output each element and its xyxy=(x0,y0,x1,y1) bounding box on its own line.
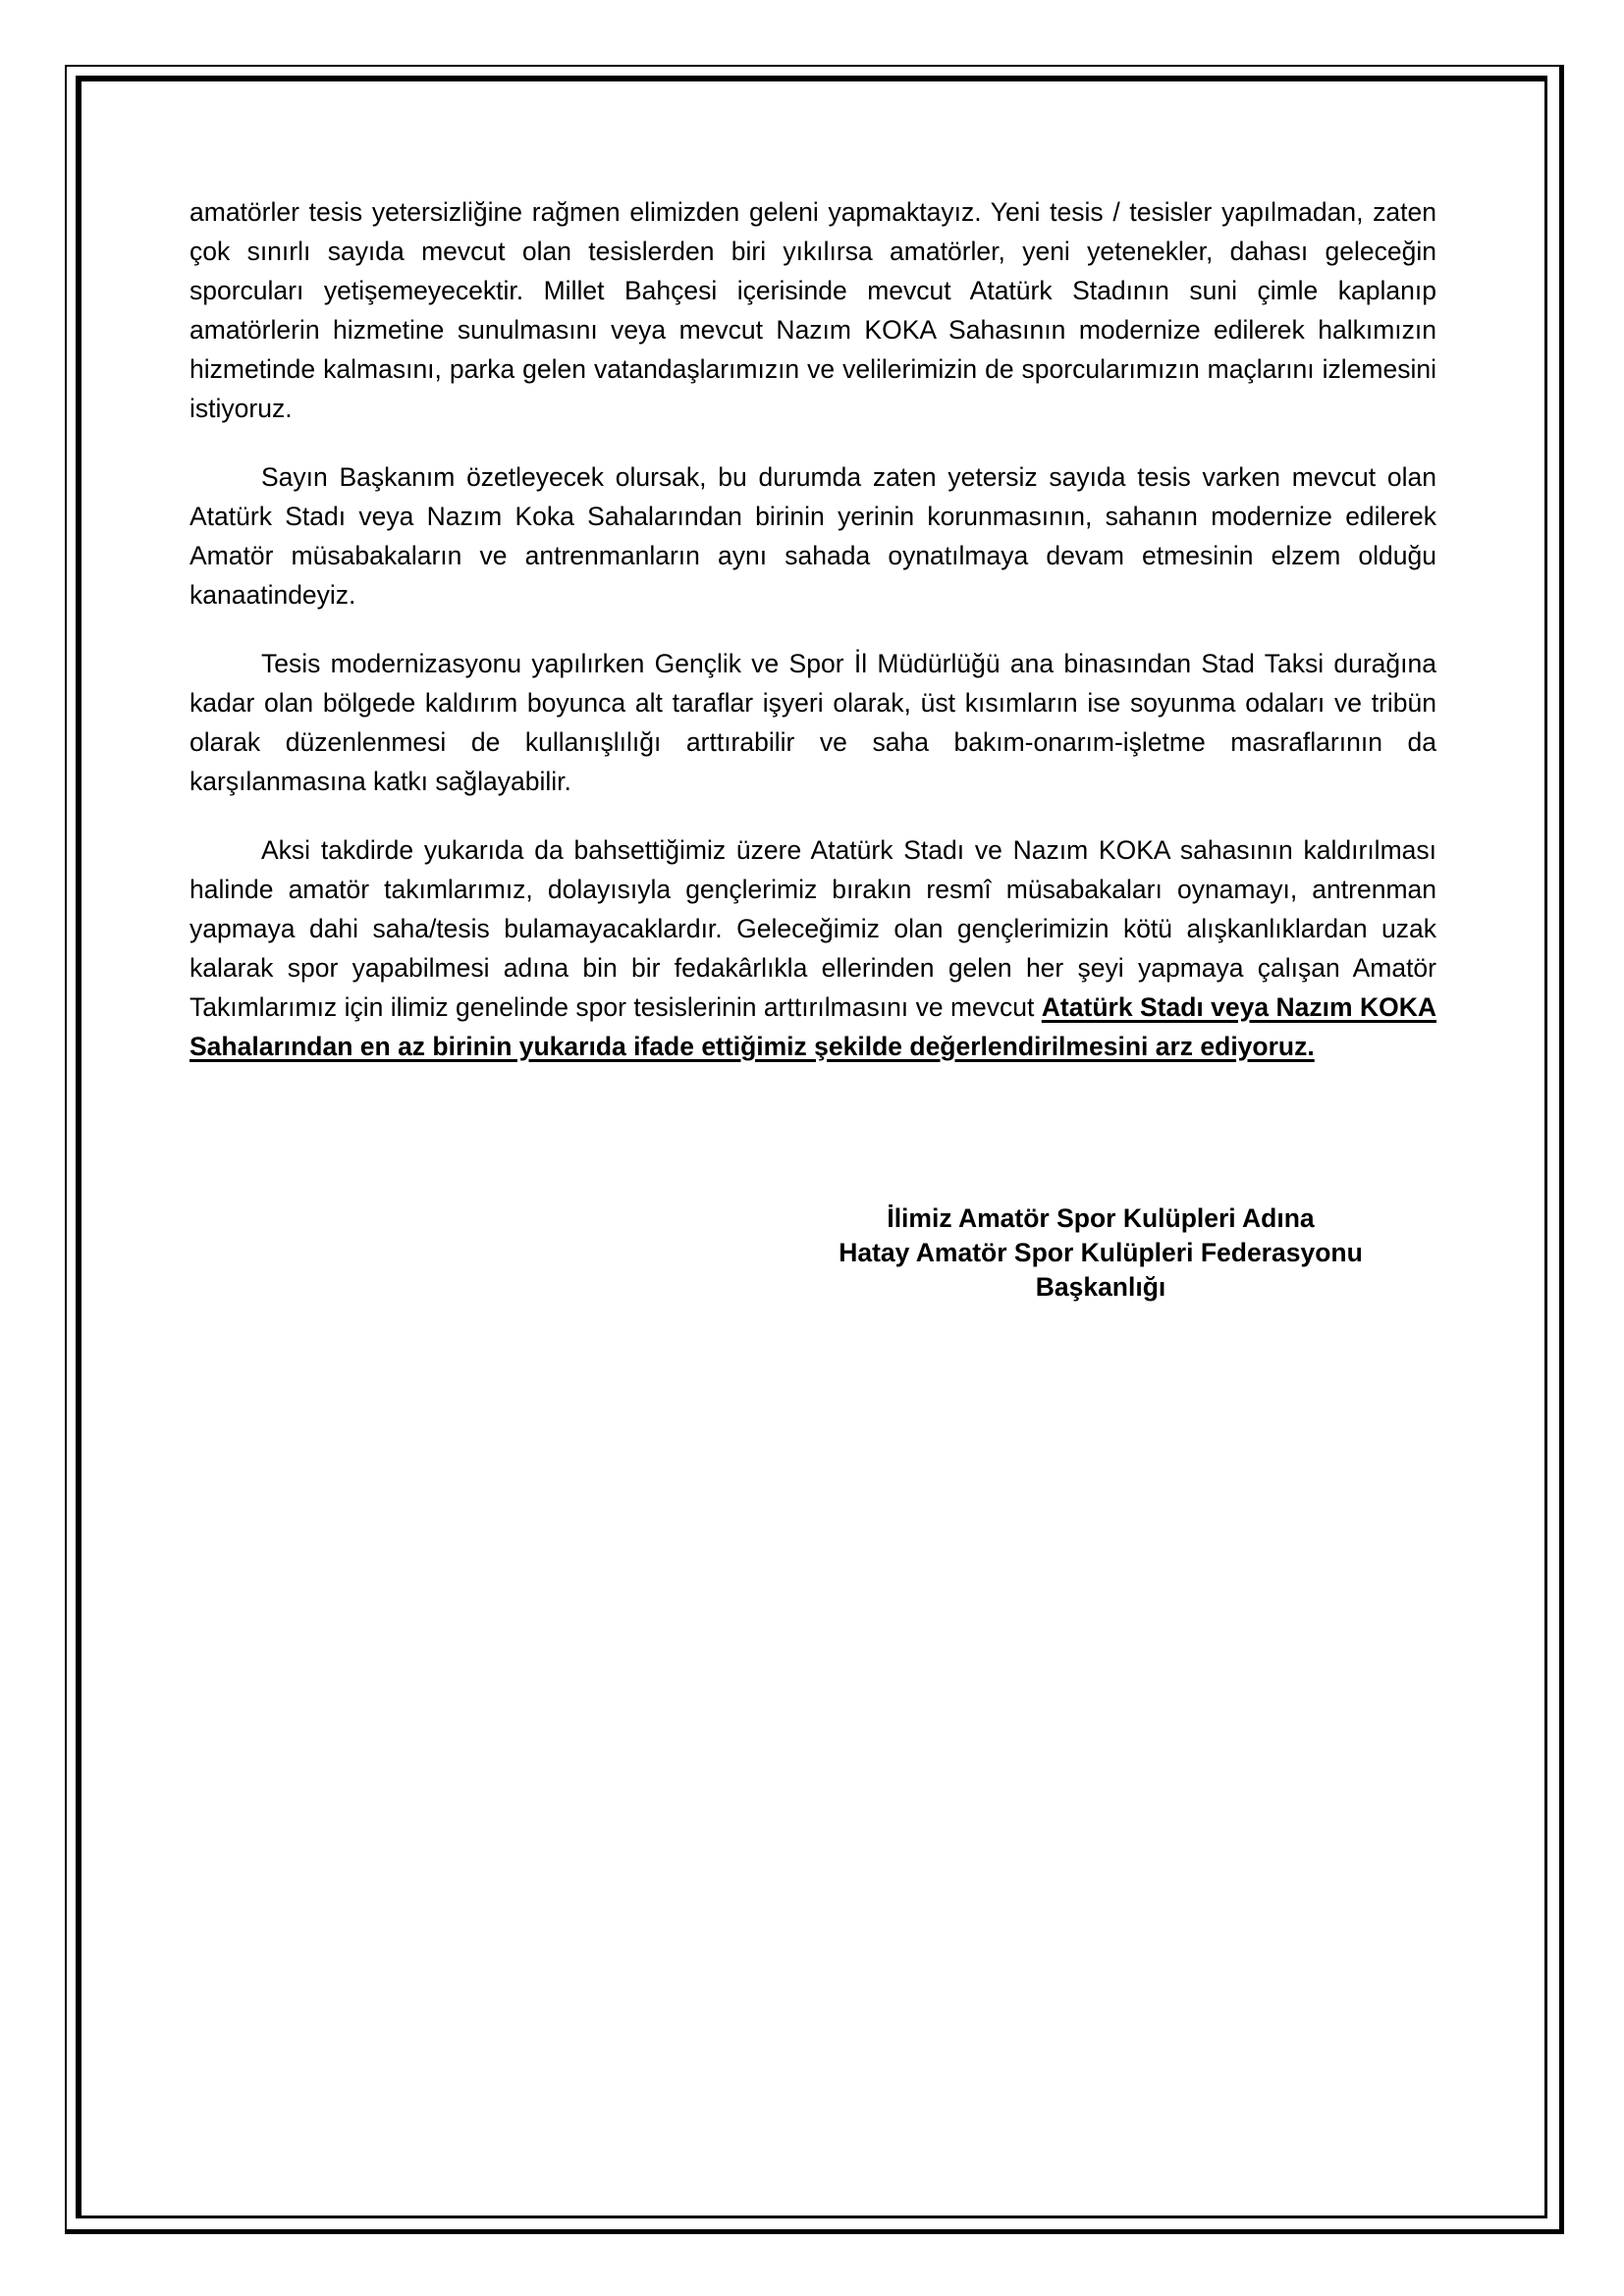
paragraph-4 xyxy=(189,830,1436,1066)
paragraph-1 xyxy=(189,192,1436,428)
paragraph-3 xyxy=(189,644,1436,801)
signature-line-1: İlimiz Amatör Spor Kulüpleri Adına xyxy=(887,1203,1315,1233)
signature-line-2: Hatay Amatör Spor Kulüpleri Federasyonu xyxy=(839,1238,1363,1267)
letter-body xyxy=(189,192,1436,1095)
request-emphasis: Atatürk Stadı veya Nazım KOKA Sahalarından en az birinin yukarıda ifade ettiğimiz şekilde değerlendirilmesini arz ediyoruz. xyxy=(189,992,1436,1061)
paragraph-4-text: Aksi takdirde yukarıda da bahsettiğimiz üzere Atatürk Stadı ve Nazım KOKA sahasının kaldırılması halinde amatör takımlarımız, dolayısıyla gençlerimiz bırakın resmî müsabakaları oynamayı, antrenman yapmaya dahi saha/tesis bulamayacaklardır. Geleceğimiz olan gençlerimizin kötü alışkanlıklardan uzak kalarak spor yapabilmesi adına bin bir fedakârlıkla ellerinden gelen her şeyi yapmaya çalışan Amatör Takımlarımız için ilimiz genelinde spor tesislerinin arttırılmasını ve mevcut xyxy=(189,835,1436,1022)
paragraph-2-text: Sayın Başkanım özetleyecek olursak, bu durumda zaten yetersiz sayıda tesis varken mevcut olan Atatürk Stadı veya Nazım Koka Sahalarından birinin yerinin korunmasının, sahanın modernize edilerek Amatör müsabakaların ve antrenmanların aynı sahada oynatılmaya devam etmesinin elzem olduğu kanaatindeyiz. xyxy=(189,462,1436,610)
signature-block xyxy=(767,1201,1435,1305)
paragraph-1-text: amatörler tesis yetersizliğine rağmen elimizden geleni yapmaktayız. Yeni tesis / tesisler yapılmadan, zaten çok sınırlı sayıda mevcut olan tesislerden biri yıkılırsa amatörler, yeni yetenekler, dahası geleceğin sporcuları yetişemeyecektir. Millet Bahçesi içerisinde mevcut Atatürk Stadının suni çimle kaplanıp amatörlerin hizmetine sunulmasını veya mevcut Nazım KOKA Sahasının modernize edilerek halkımızın hizmetinde kalmasını, parka gelen vatandaşlarımızın ve velilerimizin de sporcularımızın maçlarını izlemesini istiyoruz. xyxy=(189,197,1436,423)
paragraph-3-text: Tesis modernizasyonu yapılırken Gençlik ve Spor İl Müdürlüğü ana binasından Stad Taksi durağına kadar olan bölgede kaldırım boyunca alt taraflar işyeri olarak, üst kısımların ise soyunma odaları ve tribün olarak düzenlenmesi de kullanışlılığı arttırabilir ve saha bakım-onarım-işletme masraflarının da karşılanmasına katkı sağlayabilir. xyxy=(189,649,1436,796)
paragraph-2 xyxy=(189,457,1436,614)
signature-line-3: Başkanlığı xyxy=(1035,1272,1166,1302)
